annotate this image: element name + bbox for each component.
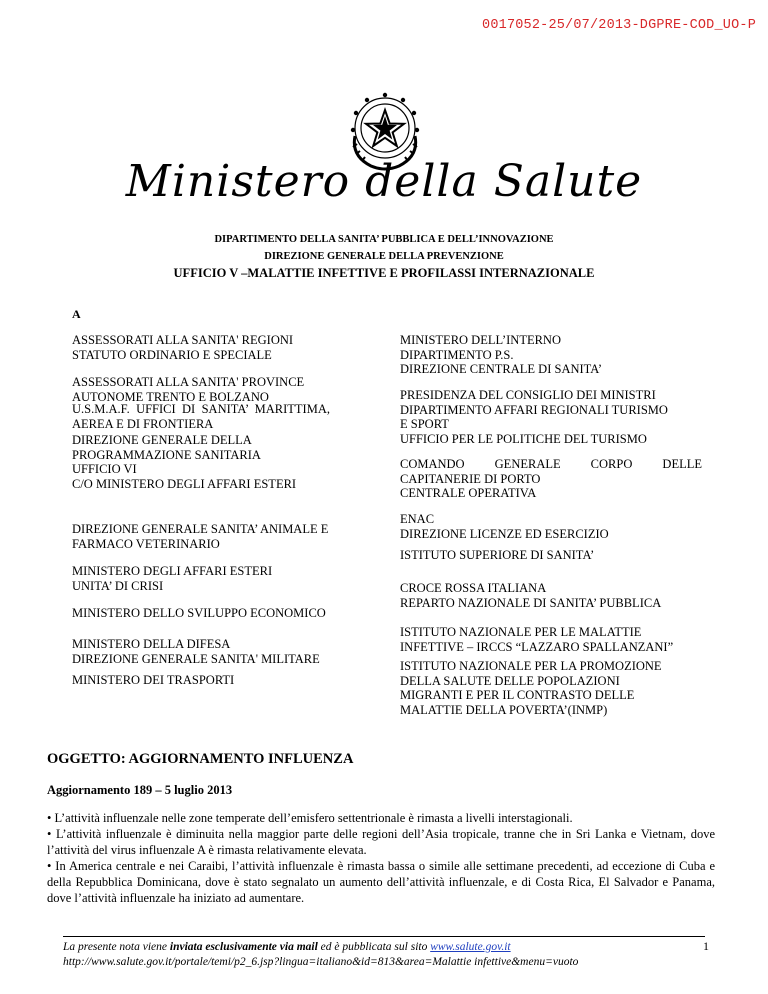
recipient-line: MINISTERO DEI TRASPORTI	[72, 673, 235, 687]
recipient-line: UFFICIO VI	[72, 462, 137, 476]
bullet-item: • L’attività influenzale nelle zone temperate dell’emisfero settentrionale è rimasta a livelli interstagionali.	[47, 811, 573, 825]
recipient-line: C/O MINISTERO DEGLI AFFARI ESTERI	[72, 476, 297, 491]
recipient-line: INFETTIVE – IRCCS “LAZZARO SPALLANZANI”	[400, 639, 674, 654]
recipient-line: MINISTERO DEGLI AFFARI ESTERI	[72, 564, 273, 578]
recipient-line: CAPITANERIE DI PORTO	[400, 471, 541, 486]
footer-note-bold: inviata esclusivamente via mail	[169, 941, 318, 953]
department-line: DIPARTIMENTO DELLA SANITA’ PUBBLICA E DELL’INNOVAZIONE	[214, 234, 554, 245]
subject-heading: OGGETTO: AGGIORNAMENTO INFLUENZA	[47, 751, 354, 767]
recipient-line: DIREZIONE GENERALE SANITA' MILITARE	[72, 651, 320, 666]
page-number: 1	[703, 939, 709, 953]
bullet-item: • L’attività influenzale è diminuita nella maggior parte delle regioni dell’Asia tropicale, tranne che in Sri Lanka e Vietnam, dove l’attività del virus influenzale A è rimasta relativamente elevata.	[47, 827, 715, 857]
bullet-list	[47, 810, 715, 906]
recipient-line: MALATTIE DELLA POVERTA’(INMP)	[400, 702, 608, 717]
recipient-line: MINISTERO DELL’INTERNO	[400, 333, 561, 347]
recipient-block	[72, 433, 330, 491]
recipient-line: UFFICIO PER LE POLITICHE DEL TURISMO	[400, 431, 647, 446]
recipient-line: ENAC	[400, 512, 435, 526]
recipient-line: MIGRANTI E PER IL CONTRASTO DELLE	[400, 688, 635, 702]
recipient-line: DIPARTIMENTO AFFARI REGIONALI TURISMO	[400, 402, 668, 417]
recipient-line: PROGRAMMAZIONE SANITARIA	[72, 447, 261, 462]
recipient-line: E SPORT	[400, 417, 449, 431]
recipient-block	[72, 637, 330, 666]
recipient-line: DIPARTIMENTO P.S.	[400, 347, 514, 362]
directorate-line: DIREZIONE GENERALE DELLA PREVENZIONE	[264, 251, 504, 262]
footer-note-middle: ed è pubblicata sul sito	[317, 941, 431, 953]
recipient-block	[72, 333, 330, 362]
bullet-item: • In America centrale e nei Caraibi, l’attività influenzale è rimasta bassa o simile alle settimane precedenti, ad eccezione di Cuba e della Repubblica Dominicana, dove è stato segnalato un aumento dell’attività influenzale, e di Costa Rica, El Salvador e Panama, dove l’attività influenzale ha iniziato ad aumentare.	[47, 859, 715, 905]
recipient-line: REPARTO NAZIONALE DI SANITA’ PUBBLICA	[400, 595, 662, 610]
protocol-stamp: 0017052-25/07/2013-DGPRE-COD_UO-P	[482, 18, 756, 33]
office-line: UFFICIO V –MALATTIE INFETTIVE E PROFILASSI INTERNAZIONALE	[173, 266, 595, 280]
recipient-block	[400, 548, 702, 563]
footer-note	[63, 940, 578, 970]
recipient-block	[400, 581, 702, 610]
recipient-block	[400, 333, 702, 377]
recipient-line: DIREZIONE LICENZE ED ESERCIZIO	[400, 526, 609, 541]
recipient-line: MINISTERO DELLA DIFESA	[72, 637, 231, 651]
recipient-line: UNITA’ DI CRISI	[72, 578, 164, 593]
recipient-line: DIREZIONE GENERALE SANITA’ ANIMALE E	[72, 522, 329, 536]
recipient-line: AUTONOME TRENTO E BOLZANO	[72, 389, 269, 404]
recipient-block	[72, 673, 330, 688]
recipient-line: ASSESSORATI ALLA SANITA' PROVINCE	[72, 375, 305, 389]
recipient-line: COMANDO GENERALE CORPO DELLE	[400, 457, 702, 471]
recipient-line: AEREA E DI FRONTIERA	[72, 416, 214, 431]
recipient-line: ISTITUTO SUPERIORE DI SANITA’	[400, 548, 595, 562]
recipient-block	[400, 388, 702, 446]
recipient-line: U.S.M.A.F. UFFICI DI SANITA’ MARITTIMA,	[72, 402, 330, 416]
ministry-title: Ministero della Salute	[125, 156, 643, 207]
recipient-line: ISTITUTO NAZIONALE PER LE MALATTIE	[400, 625, 642, 639]
recipient-block	[400, 659, 702, 717]
footer-url: http://www.salute.gov.it/portale/temi/p2_6.jsp?lingua=italiano&id=813&area=Malattie infettive&menu=vuoto	[63, 956, 579, 968]
recipient-line: STATUTO ORDINARIO E SPECIALE	[72, 347, 272, 362]
recipient-line: ASSESSORATI ALLA SANITA' REGIONI	[72, 333, 294, 347]
recipient-block	[72, 402, 330, 431]
site-link[interactable]: www.salute.gov.it	[430, 941, 511, 953]
recipient-block	[400, 512, 702, 541]
update-line: Aggiornamento 189 – 5 luglio 2013	[47, 783, 233, 797]
recipient-block	[72, 564, 330, 593]
recipient-block	[400, 625, 702, 654]
recipients-label: A	[72, 307, 81, 321]
recipient-block	[72, 606, 330, 621]
recipient-line: DIREZIONE CENTRALE DI SANITA’	[400, 362, 603, 376]
recipient-line: PRESIDENZA DEL CONSIGLIO DEI MINISTRI	[400, 388, 656, 402]
footer-note-prefix: La presente nota viene	[63, 941, 170, 953]
recipient-block	[400, 457, 702, 501]
footer-divider	[63, 936, 705, 937]
recipient-line: FARMACO VETERINARIO	[72, 536, 220, 551]
recipient-line: ISTITUTO NAZIONALE PER LA PROMOZIONE	[400, 659, 662, 673]
recipient-block	[72, 375, 330, 404]
recipient-line: CENTRALE OPERATIVA	[400, 486, 537, 500]
recipient-line: DELLA SALUTE DELLE POPOLAZIONI	[400, 673, 620, 688]
recipient-line: DIREZIONE GENERALE DELLA	[72, 433, 252, 447]
recipient-block	[72, 522, 330, 551]
recipient-line: CROCE ROSSA ITALIANA	[400, 581, 547, 595]
recipient-line: MINISTERO DELLO SVILUPPO ECONOMICO	[72, 606, 326, 620]
